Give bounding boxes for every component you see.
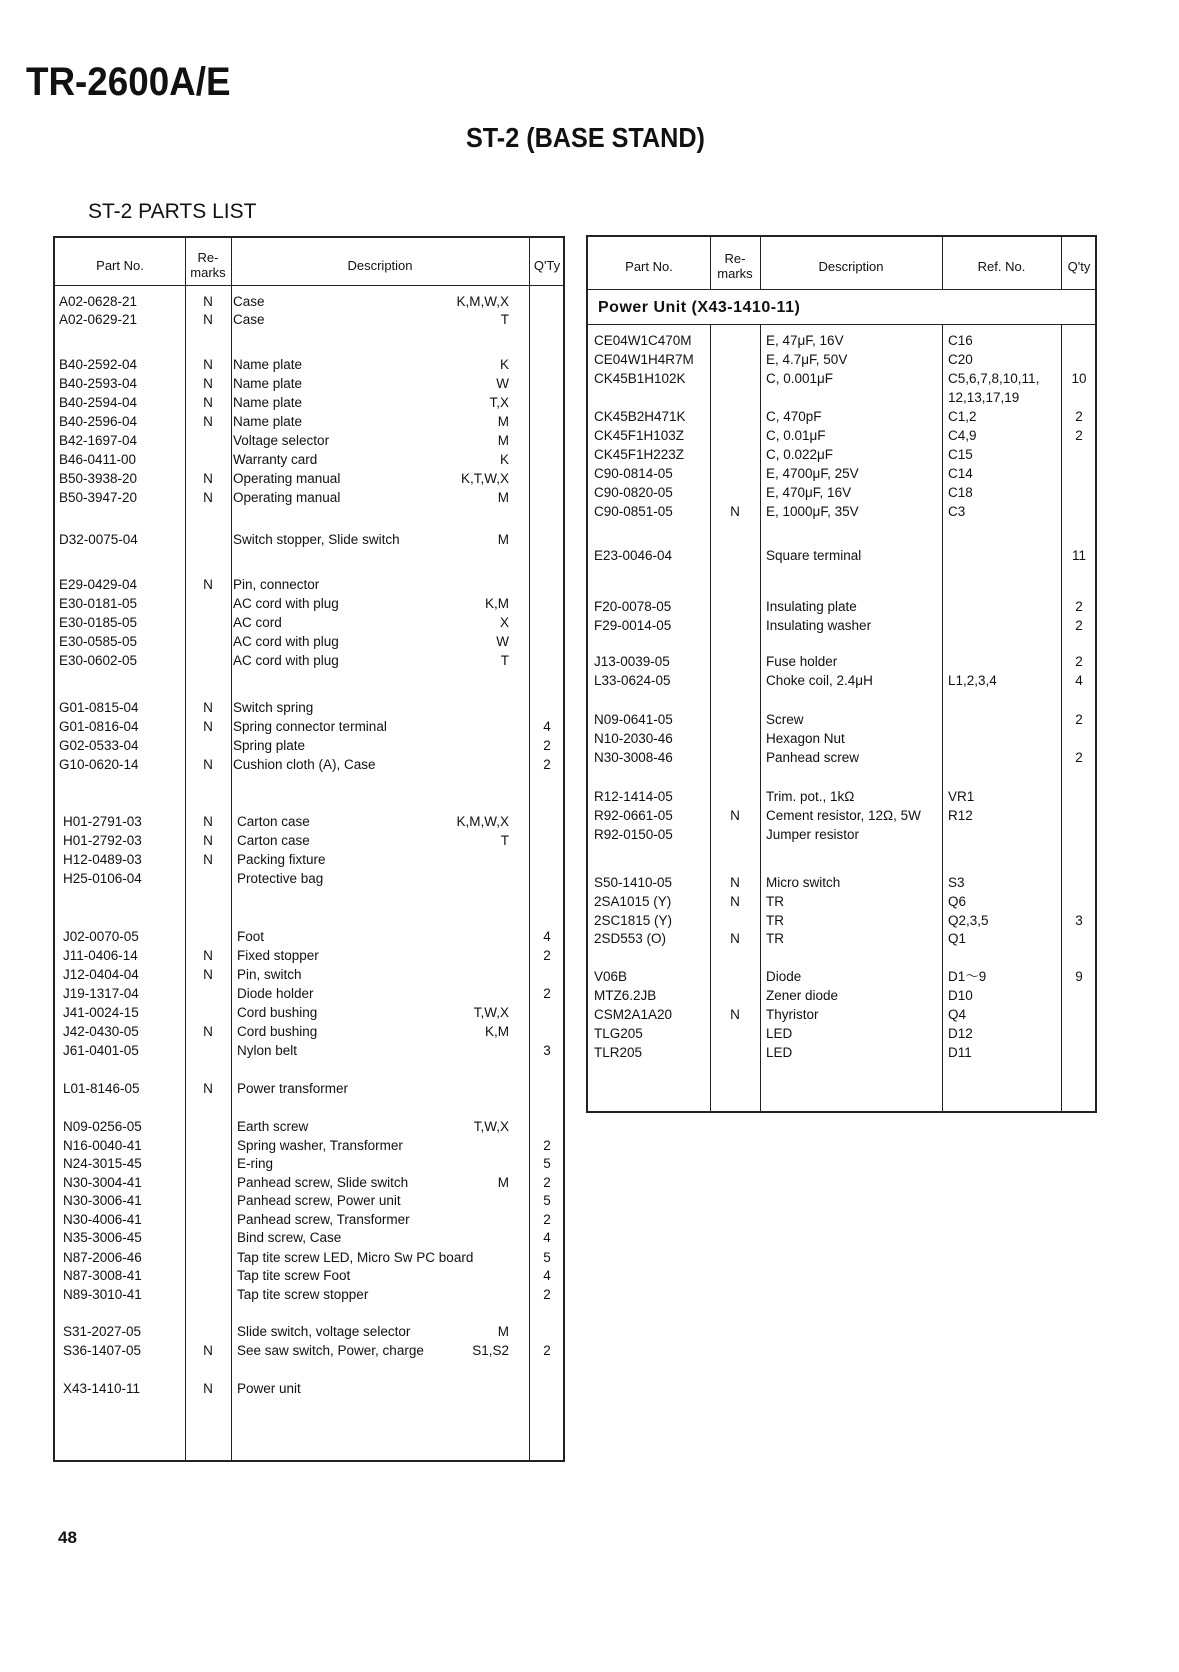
destination: M [497,1175,509,1190]
description: E, 470μF, 16V [766,485,852,500]
part-number: N87-3008-41 [63,1268,142,1283]
ref-number: D1～9 [948,969,987,984]
destination: T [500,833,509,848]
destination: K [499,452,509,467]
quantity: 2 [543,757,551,772]
part-number: J42-0430-05 [63,1024,139,1039]
quantity: 2 [543,1287,551,1302]
parts-list-subtitle: ST-2 PARTS LIST [88,200,257,223]
description: Case [233,312,265,327]
description: Slide switch, voltage selector [237,1324,411,1339]
part-number: S31-2027-05 [63,1324,142,1339]
part-number: N87-2006-46 [63,1250,142,1265]
description: Warranty card [233,452,318,467]
destination: K,M [484,1024,509,1039]
description: Spring connector terminal [233,719,387,734]
description: C, 0.001μF [766,371,834,386]
quantity: 5 [543,1250,551,1265]
part-number: E30-0181-05 [59,596,138,611]
part-number: N89-3010-41 [63,1287,142,1302]
destination: W [496,376,509,391]
description: Cord bushing [237,1005,318,1020]
description: Diode [766,969,802,984]
part-number: C90-0820-05 [594,485,673,500]
description: E, 4.7μF, 50V [766,352,848,367]
part-number: H25-0106-04 [63,871,142,886]
description: See saw switch, Power, charge [237,1343,424,1358]
remarks: N [203,471,213,486]
part-number: D32-0075-04 [59,532,138,547]
ref-number: D11 [948,1045,972,1060]
part-number: N35-3006-45 [63,1230,142,1245]
part-number: 2SC1815 (Y) [594,913,673,928]
part-number: G01-0816-04 [59,719,139,734]
remarks: N [203,967,213,982]
description: Fuse holder [766,654,838,669]
description: Name plate [233,376,303,391]
quantity: 2 [1075,750,1083,765]
description: Earth screw [237,1119,309,1134]
description: Insulating plate [766,599,857,614]
ref-number: 12,13,17,19 [948,390,1020,405]
remarks: N [203,1381,213,1396]
part-number: B40-2596-04 [59,414,138,429]
remarks: N [203,357,213,372]
quantity: 9 [1075,969,1083,984]
part-number: J12-0404-04 [63,967,139,982]
part-number: N16-0040-41 [63,1138,142,1153]
remarks: N [203,1024,213,1039]
description: Name plate [233,414,303,429]
quantity: 2 [543,1212,551,1227]
quantity: 2 [543,1138,551,1153]
part-number: TLG205 [594,1026,643,1041]
description: Cord bushing [237,1024,318,1039]
part-number: A02-0629-21 [59,312,138,327]
description: Power transformer [237,1081,349,1096]
page-number: 48 [58,1528,77,1547]
description: E, 47μF, 16V [766,333,844,348]
description: Tap tite screw stopper [237,1287,369,1302]
part-number: J41-0024-15 [63,1005,139,1020]
destination: K [499,357,509,372]
description: Choke coil, 2.4μH [766,673,873,688]
remarks: N [203,414,213,429]
quantity: 4 [1075,673,1083,688]
remarks: N [203,577,213,592]
description: Packing fixture [237,852,326,867]
part-number: R92-0150-05 [594,827,673,842]
ref-number: VR1 [948,789,975,804]
quantity: 3 [543,1043,551,1058]
part-number: B42-1697-04 [59,433,138,448]
description: Panhead screw [766,750,860,765]
ref-number: C3 [948,504,966,519]
part-number: J02-0070-05 [63,929,139,944]
destination: K,T,W,X [460,471,509,486]
description: C, 470pF [766,409,822,424]
ref-number: Q2,3,5 [948,913,989,928]
header-description: Description [818,259,884,274]
quantity: 2 [1075,409,1083,424]
power-unit-table [586,235,1097,1113]
ref-number: S3 [948,875,965,890]
remarks: N [730,931,740,946]
part-number: B40-2593-04 [59,376,138,391]
description: Panhead screw, Power unit [237,1193,401,1208]
quantity: 2 [543,738,551,753]
part-number: H01-2791-03 [63,814,142,829]
description: Foot [237,929,265,944]
header-part-no: Part No. [96,258,144,273]
part-number: L33-0624-05 [594,673,671,688]
part-number: R12-1414-05 [594,789,673,804]
part-number: J13-0039-05 [594,654,670,669]
remarks: N [730,808,740,823]
part-number: G02-0533-04 [59,738,139,753]
description: Panhead screw, Slide switch [237,1175,409,1190]
model-title: TR-2600A/E [26,60,231,104]
remarks: N [730,1007,740,1022]
description: C, 0.022μF [766,447,834,462]
remarks: N [203,719,213,734]
part-number: S50-1410-05 [594,875,673,890]
quantity: 4 [543,929,551,944]
description: E-ring [237,1156,274,1171]
description: Panhead screw, Transformer [237,1212,410,1227]
description: E, 1000μF, 35V [766,504,859,519]
remarks: N [203,757,213,772]
part-number: N24-3015-45 [63,1156,142,1171]
ref-number: C20 [948,352,973,367]
quantity: 5 [543,1193,551,1208]
description: Tap tite screw Foot [237,1268,351,1283]
quantity: 10 [1071,371,1087,386]
part-number: E30-0185-05 [59,615,138,630]
part-number: L01-8146-05 [63,1081,140,1096]
ref-number: C5,6,7,8,10,11, [948,371,1040,386]
header-qty: Q'Ty [533,258,561,273]
quantity: 2 [543,948,551,963]
description: C, 0.01μF [766,428,826,443]
part-number: F29-0014-05 [594,618,672,633]
part-number: A02-0628-21 [59,294,138,309]
part-number: G10-0620-14 [59,757,139,772]
quantity: 2 [1075,428,1083,443]
description: Fixed stopper [237,948,319,963]
remarks: N [203,294,213,309]
description: Spring washer, Transformer [237,1138,403,1153]
ref-number: R12 [948,808,973,823]
parts-list-table [53,236,565,1462]
destination: M [497,532,509,547]
ref-number: C1,2 [948,409,977,424]
quantity: 4 [543,719,551,734]
header-part-no: Part No. [625,259,673,274]
description: Pin, switch [237,967,302,982]
description: TR [766,913,784,928]
section-title: Power Unit (X43-1410-11) [598,299,801,316]
part-number: J19-1317-04 [63,986,139,1001]
destination: T [500,653,509,668]
description: AC cord with plug [233,634,339,649]
part-number: CE04W1H4R7M [594,352,694,367]
remarks: N [203,948,213,963]
quantity: 2 [1075,599,1083,614]
part-number: CK45B2H471K [594,409,686,424]
part-number: E30-0602-05 [59,653,138,668]
ref-number: D12 [948,1026,973,1041]
part-number: J11-0406-14 [63,948,138,963]
quantity: 2 [543,1175,551,1190]
quantity: 4 [543,1230,551,1245]
header-remarks: Re- marks [717,251,753,281]
description: Switch spring [233,700,314,715]
description: AC cord [233,615,282,630]
description: Voltage selector [233,433,330,448]
description: Trim. pot., 1kΩ [766,789,855,804]
part-number: N30-4006-41 [63,1212,142,1227]
destination: K,M [484,596,509,611]
part-number: G01-0815-04 [59,700,139,715]
destination: M [497,433,509,448]
description: AC cord with plug [233,653,339,668]
remarks: N [203,312,213,327]
quantity: 2 [543,1343,551,1358]
part-number: N09-0256-05 [63,1119,142,1134]
description: Hexagon Nut [766,731,845,746]
ref-number: L1,2,3,4 [948,673,997,688]
part-number: V06B [594,969,628,984]
header-remarks: Re- marks [190,250,226,280]
quantity: 5 [543,1156,551,1171]
description: AC cord with plug [233,596,339,611]
remarks: N [203,376,213,391]
part-number: N09-0641-05 [594,712,673,727]
quantity: 4 [543,1268,551,1283]
description: Protective bag [237,871,324,886]
page-title: ST-2 (BASE STAND) [466,122,705,153]
description: Zener diode [766,988,839,1003]
part-number: B50-3947-20 [59,490,138,505]
description: E, 4700μF, 25V [766,466,859,481]
description: Square terminal [766,548,862,563]
part-number: B50-3938-20 [59,471,138,486]
destination: S1,S2 [472,1343,509,1358]
header-ref-no: Ref. No. [977,259,1026,274]
remarks: N [730,894,740,909]
quantity: 2 [1075,654,1083,669]
description: Bind screw, Case [237,1230,342,1245]
header-description: Description [347,258,413,273]
part-number: R92-0661-05 [594,808,673,823]
description: Name plate [233,357,303,372]
description: TR [766,931,784,946]
part-number: CK45B1H102K [594,371,686,386]
description: Screw [766,712,804,727]
remarks: N [203,490,213,505]
part-number: MTZ6.2JB [594,988,657,1003]
description: Spring plate [233,738,306,753]
remarks: N [203,1343,213,1358]
part-number: 2SA1015 (Y) [594,894,672,909]
part-number: H01-2792-03 [63,833,142,848]
destination: M [497,1324,509,1339]
description: Switch stopper, Slide switch [233,532,400,547]
destination: T,X [489,395,509,410]
description: LED [766,1026,793,1041]
destination: K,M,W,X [456,814,509,829]
description: TR [766,894,784,909]
part-number: E29-0429-04 [59,577,138,592]
remarks: N [203,395,213,410]
destination: M [497,490,509,505]
part-number: C90-0814-05 [594,466,673,481]
quantity: 2 [1075,618,1083,633]
destination: T,W,X [473,1005,509,1020]
ref-number: Q1 [948,931,967,946]
quantity: 2 [543,986,551,1001]
remarks: N [203,833,213,848]
destination: M [497,414,509,429]
remarks: N [730,875,740,890]
description: Power unit [237,1381,301,1396]
ref-number: C18 [948,485,973,500]
header-qty: Q'ty [1067,259,1091,274]
remarks: N [203,814,213,829]
part-number: E30-0585-05 [59,634,138,649]
part-number: CK45F1H223Z [594,447,685,462]
remarks: N [203,700,213,715]
part-number: C90-0851-05 [594,504,673,519]
part-number: J61-0401-05 [63,1043,139,1058]
part-number: CK45F1H103Z [594,428,685,443]
part-number: H12-0489-03 [63,852,142,867]
part-number: B40-2594-04 [59,395,138,410]
description: Operating manual [233,471,341,486]
part-number: N30-3004-41 [63,1175,142,1190]
remarks: N [203,1081,213,1096]
ref-number: C15 [948,447,973,462]
ref-number: C16 [948,333,973,348]
part-number: 2SD553 (O) [594,931,667,946]
part-number: X43-1410-11 [63,1381,141,1396]
ref-number: Q4 [948,1007,967,1022]
destination: W [496,634,509,649]
ref-number: C4,9 [948,428,977,443]
ref-number: C14 [948,466,973,481]
part-number: TLR205 [594,1045,643,1060]
description: Jumper resistor [766,827,860,842]
description: Thyristor [766,1007,819,1022]
remarks: N [203,852,213,867]
quantity: 3 [1075,913,1083,928]
description: Diode holder [237,986,314,1001]
part-number: N30-3006-41 [63,1193,142,1208]
description: Insulating washer [766,618,872,633]
description: Case [233,294,265,309]
description: Nylon belt [237,1043,298,1058]
ref-number: D10 [948,988,973,1003]
part-number: B46-0411-00 [59,452,137,467]
part-number: E23-0046-04 [594,548,673,563]
ref-number: Q6 [948,894,967,909]
part-number: CSM2A1A20 [594,1007,673,1022]
description: Pin, connector [233,577,320,592]
description: Tap tite screw LED, Micro Sw PC board [237,1250,474,1265]
part-number: F20-0078-05 [594,599,672,614]
description: Operating manual [233,490,341,505]
description: Name plate [233,395,303,410]
part-number: S36-1407-05 [63,1343,142,1358]
part-number: N10-2030-46 [594,731,673,746]
description: Cushion cloth (A), Case [233,757,376,772]
destination: K,M,W,X [456,294,509,309]
description: LED [766,1045,793,1060]
destination: X [499,615,509,630]
remarks: N [730,504,740,519]
destination: T [500,312,509,327]
destination: T,W,X [473,1119,509,1134]
description: Carton case [237,814,310,829]
quantity: 11 [1071,548,1086,563]
quantity: 2 [1075,712,1083,727]
description: Cement resistor, 12Ω, 5W [766,808,921,823]
part-number: N30-3008-46 [594,750,673,765]
description: Carton case [237,833,310,848]
part-number: B40-2592-04 [59,357,138,372]
part-number: CE04W1C470M [594,333,692,348]
description: Micro switch [766,875,841,890]
